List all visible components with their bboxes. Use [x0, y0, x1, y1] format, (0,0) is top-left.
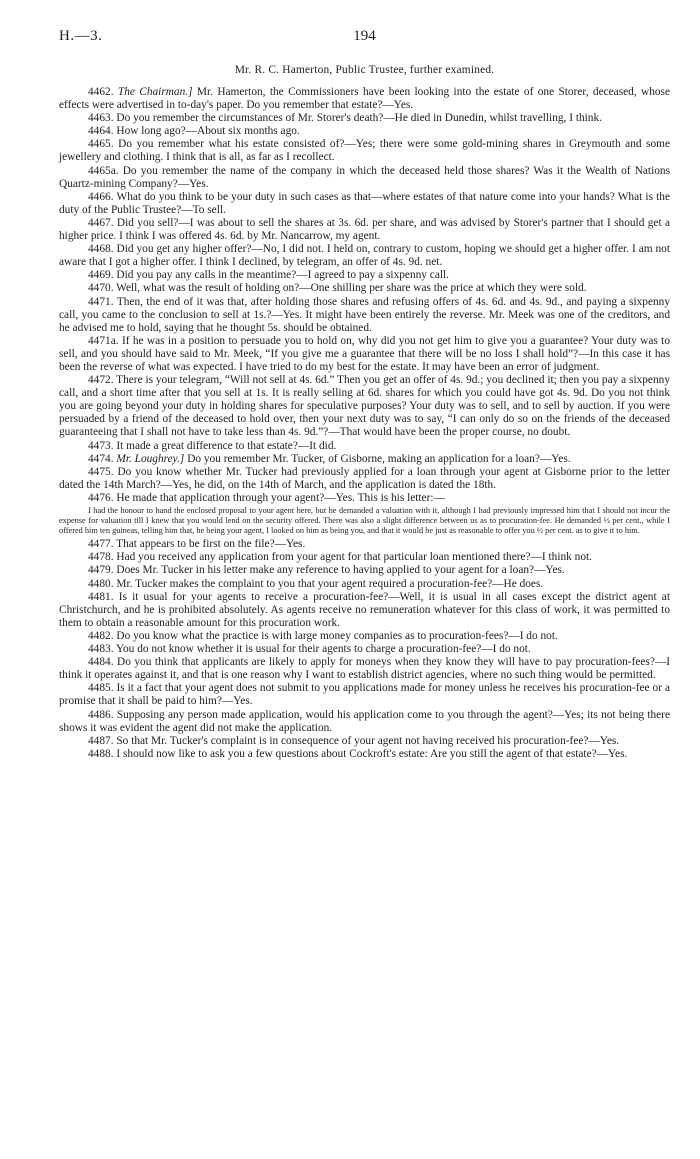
testimony-text: Do you think that applicants are likely to apply for moneys when they know they will have to pay procuration-fees?—I think it operates against it, and that is one reason why I want to establish district agencies, where no such thing would be permitted.: [59, 656, 671, 682]
page-header: [59, 28, 670, 50]
testimony-paragraph: [59, 374, 670, 439]
testimony-paragraph: [59, 682, 670, 708]
testimony-paragraph: [59, 551, 670, 564]
testimony-paragraph: [59, 125, 670, 138]
testimony-paragraph: [59, 217, 670, 243]
testimony-paragraph: [59, 578, 670, 591]
testimony-text: If he was in a position to persuade you to hold on, why did you not get him to give you a guarantee? Your duty was to sell, and you should have said to Mr. Meek, “If you give me a guarantee that there will be no loss I shall hold”?—In this case it has been the reverse of what was expected. I have tried to do my best for the estate. It may have been an error of judgment.: [59, 334, 670, 373]
testimony-text: It made a great difference to that estate?—It did.: [116, 439, 337, 452]
question-number: 4478.: [88, 551, 114, 564]
question-number: 4471a.: [88, 334, 119, 347]
question-number: 4462.: [88, 86, 114, 98]
testimony-paragraph: [59, 243, 670, 269]
question-number: 4473.: [88, 439, 114, 452]
testimony-text: Do you know what the practice is with large money companies as to procuration-fees?—I do not.: [116, 629, 558, 642]
testimony-paragraph: [59, 656, 670, 682]
question-number: 4486.: [88, 708, 114, 721]
testimony-paragraph: [59, 538, 670, 551]
witness-heading: Mr. R. C. Hamerton, Public Trustee, further examined.: [234, 64, 495, 76]
testimony-text: Do you remember Mr. Tucker, of Gisborne, making an application for a loan?—Yes.: [187, 452, 571, 465]
page-number: 194: [353, 28, 376, 44]
testimony-text: Does Mr. Tucker in his letter make any reference to having applied to your agent for a loan?—Yes.: [116, 564, 565, 577]
testimony-paragraph: [59, 191, 670, 217]
testimony-text: What do you think to be your duty in such cases as that—where estates of that nature come into your hands? What is the duty of the Public Trustee?—To sell.: [59, 190, 670, 216]
testimony-paragraph: [59, 86, 670, 112]
testimony-text: Had you received any application from your agent for that particular loan mentioned there?—I think not.: [116, 551, 593, 564]
question-number: 4482.: [88, 629, 114, 642]
question-number: 4469.: [88, 269, 114, 282]
testimony-text: So that Mr. Tucker's complaint is in consequence of your agent not having received his procuration-fee?—Yes.: [116, 734, 620, 747]
testimony-paragraph: [59, 630, 670, 643]
testimony-paragraph: [59, 466, 670, 492]
question-number: 4488.: [88, 747, 114, 760]
question-number: 4467.: [88, 216, 114, 229]
testimony-paragraph: [59, 138, 670, 164]
testimony-paragraph: [59, 591, 670, 630]
testimony-text: You do not know whether it is usual for their agents to charge a procuration-fee?—I do not.: [115, 643, 531, 656]
testimony-block-2: [59, 538, 670, 761]
question-number: 4472.: [88, 374, 114, 387]
testimony-paragraph: [59, 564, 670, 577]
testimony-paragraph: [59, 165, 670, 191]
testimony-text: Then, the end of it was that, after holding those shares and refusing offers of 4s. 6d. and 4s. 9d., and paying a sixpenny call, you came to the conclusion to sell at 1s.?—Yes. It might have been entirely the reverse. Mr. Meek was one of the creditors, and he advised me to hold, saying that he thought 5s. should be obtained.: [59, 295, 670, 334]
question-number: 4477.: [88, 538, 114, 551]
testimony-text: Do you remember what his estate consisted of?—Yes; there were some gold-mining shares in Greymouth and some jewellery and clothing. I think that is all, as far as I recollect.: [59, 138, 671, 164]
question-number: 4471.: [88, 295, 114, 308]
question-number: 4483.: [88, 643, 114, 656]
testimony-text: He made that application through your agent?—Yes. This is his letter:—: [116, 491, 445, 504]
testimony-paragraph: [59, 453, 670, 466]
testimony-paragraph: [59, 335, 670, 374]
question-number: 4465.: [88, 138, 114, 151]
testimony-paragraph: [59, 492, 670, 505]
question-number: 4481.: [88, 590, 114, 603]
testimony-text: Mr. Tucker makes the complaint to you that your agent required a procuration-fee?—He does.: [116, 577, 544, 590]
question-number: 4465a.: [88, 164, 119, 177]
quoted-letter: I had the honour to hand the enclosed proposal to your agent here, but he demanded a valuation with it, although I had previously impressed him that I should not incur the expense for valuation till I knew that you would lend on the security offered. There was also a slight difference between us as to procuration-fee. He demanded ½ per cent., while I offered him ten guineas, telling him that, he being your agent, I looked on him as being you, and that it would be just as reasonable to offer you ½ per cent. as to give it to him.: [59, 506, 670, 536]
speaker-label: Mr. Loughrey.]: [116, 452, 185, 465]
testimony-text: Did you get any higher offer?—No, I did not. I held on, contrary to custom, hoping we should get a higher offer. I am not aware that I got a higher offer. I think I declined, by telegram, an offer of 4s. 9d. net.: [59, 243, 671, 269]
testimony-paragraph: [59, 296, 670, 335]
testimony-text: Mr. Hamerton, the Commissioners have been looking into the estate of one Storer, deceased, whose effects were advertised in to-day's paper. Do you remember that estate?—Yes.: [59, 86, 671, 112]
testimony-block-1: [59, 86, 670, 505]
testimony-text: How long ago?—About six months ago.: [116, 125, 300, 138]
testimony-text: Do you remember the circumstances of Mr. Storer's death?—He died in Dunedin, whilst travelling, I think.: [116, 112, 602, 125]
testimony-text: Do you know whether Mr. Tucker had previously applied for a loan through your agent at Gisborne prior to the letter dated the 14th March?—Yes, he did, on the 14th of March, and the application is dated the 18th.: [59, 465, 670, 491]
testimony-text: Did you pay any calls in the meantime?—I agreed to pay a sixpenny call.: [116, 269, 450, 282]
question-number: 4474.: [88, 452, 114, 465]
testimony-paragraph: [59, 440, 670, 453]
testimony-text: I should now like to ask you a few questions about Cockroft's estate: Are you still the agent of that estate?—Yes.: [116, 747, 628, 760]
testimony-text: Is it usual for your agents to receive a procuration-fee?—Well, it is usual in all cases except the district agent at Christchurch, and he is prohibited absolutely. As agents receive no remuneration whatever for this class of work, it was permitted to them to obtain a reasonable amount for this procuration work.: [59, 590, 670, 629]
testimony-text: Supposing any person made application, would his application come to you through the agent?—Yes; its not being there shows it was evident the agent did not make the application.: [59, 708, 670, 734]
testimony-paragraph: [59, 748, 670, 761]
question-number: 4475.: [88, 465, 114, 478]
testimony-paragraph: [59, 735, 670, 748]
question-number: 4470.: [88, 282, 114, 295]
testimony-text: There is your telegram, “Will not sell at 4s. 6d.” Then you get an offer of 4s. 9d.; you declined it; then you pay a sixpenny call, and a short time after that you sell at 1s. It is really selling at 6d. shares for which you could have got 4s. 9d. Do you not think you are going beyond your duty in holding shares for speculative purposes? Your duty was to sell, and to sell by auction. If you were persuaded by a friend of the deceased to hold over, then your next duty was to say, “I can only do so on the friends of the deceased guaranteeing that I shall not have to take less than 4s. 9d.”?—That would have been the proper course, no doubt.: [59, 374, 670, 439]
question-number: 4480.: [88, 577, 114, 590]
testimony-paragraph: [59, 282, 670, 295]
testimony-paragraph: [59, 269, 670, 282]
question-number: 4463.: [88, 112, 114, 125]
question-number: 4485.: [88, 682, 114, 695]
question-number: 4476.: [88, 491, 114, 504]
question-number: 4468.: [88, 243, 114, 256]
testimony-paragraph: [59, 643, 670, 656]
testimony-paragraph: [59, 112, 670, 125]
question-number: 4487.: [88, 734, 114, 747]
testimony-text: Did you sell?—I was about to sell the shares at 3s. 6d. per share, and was advised by Storer's partner that I should get a higher price. I think I was offered 4s. 6d. by Mr. Nancarrow, my agent.: [59, 216, 670, 243]
testimony-paragraph: [59, 709, 670, 735]
question-number: 4466.: [88, 190, 114, 203]
testimony-text: Do you remember the name of the company in which the deceased held those shares? Was it the Wealth of Nations Quartz-mining Company?—Yes.: [59, 164, 670, 190]
question-number: 4484.: [88, 656, 114, 669]
testimony-text: That appears to be first on the file?—Yes.: [116, 538, 306, 551]
testimony-text: Is it a fact that your agent does not submit to you applications made for money unless he receives his procuration-fee or a promise that it shall be paid to him?—Yes.: [59, 682, 670, 708]
testimony-text: Well, what was the result of holding on?—One shilling per share was the price at which they were sold.: [116, 282, 587, 295]
question-number: 4479.: [88, 564, 114, 577]
section-reference: H.—3.: [59, 28, 103, 44]
question-number: 4464.: [88, 125, 114, 138]
speaker-label: The Chairman.]: [117, 86, 193, 98]
